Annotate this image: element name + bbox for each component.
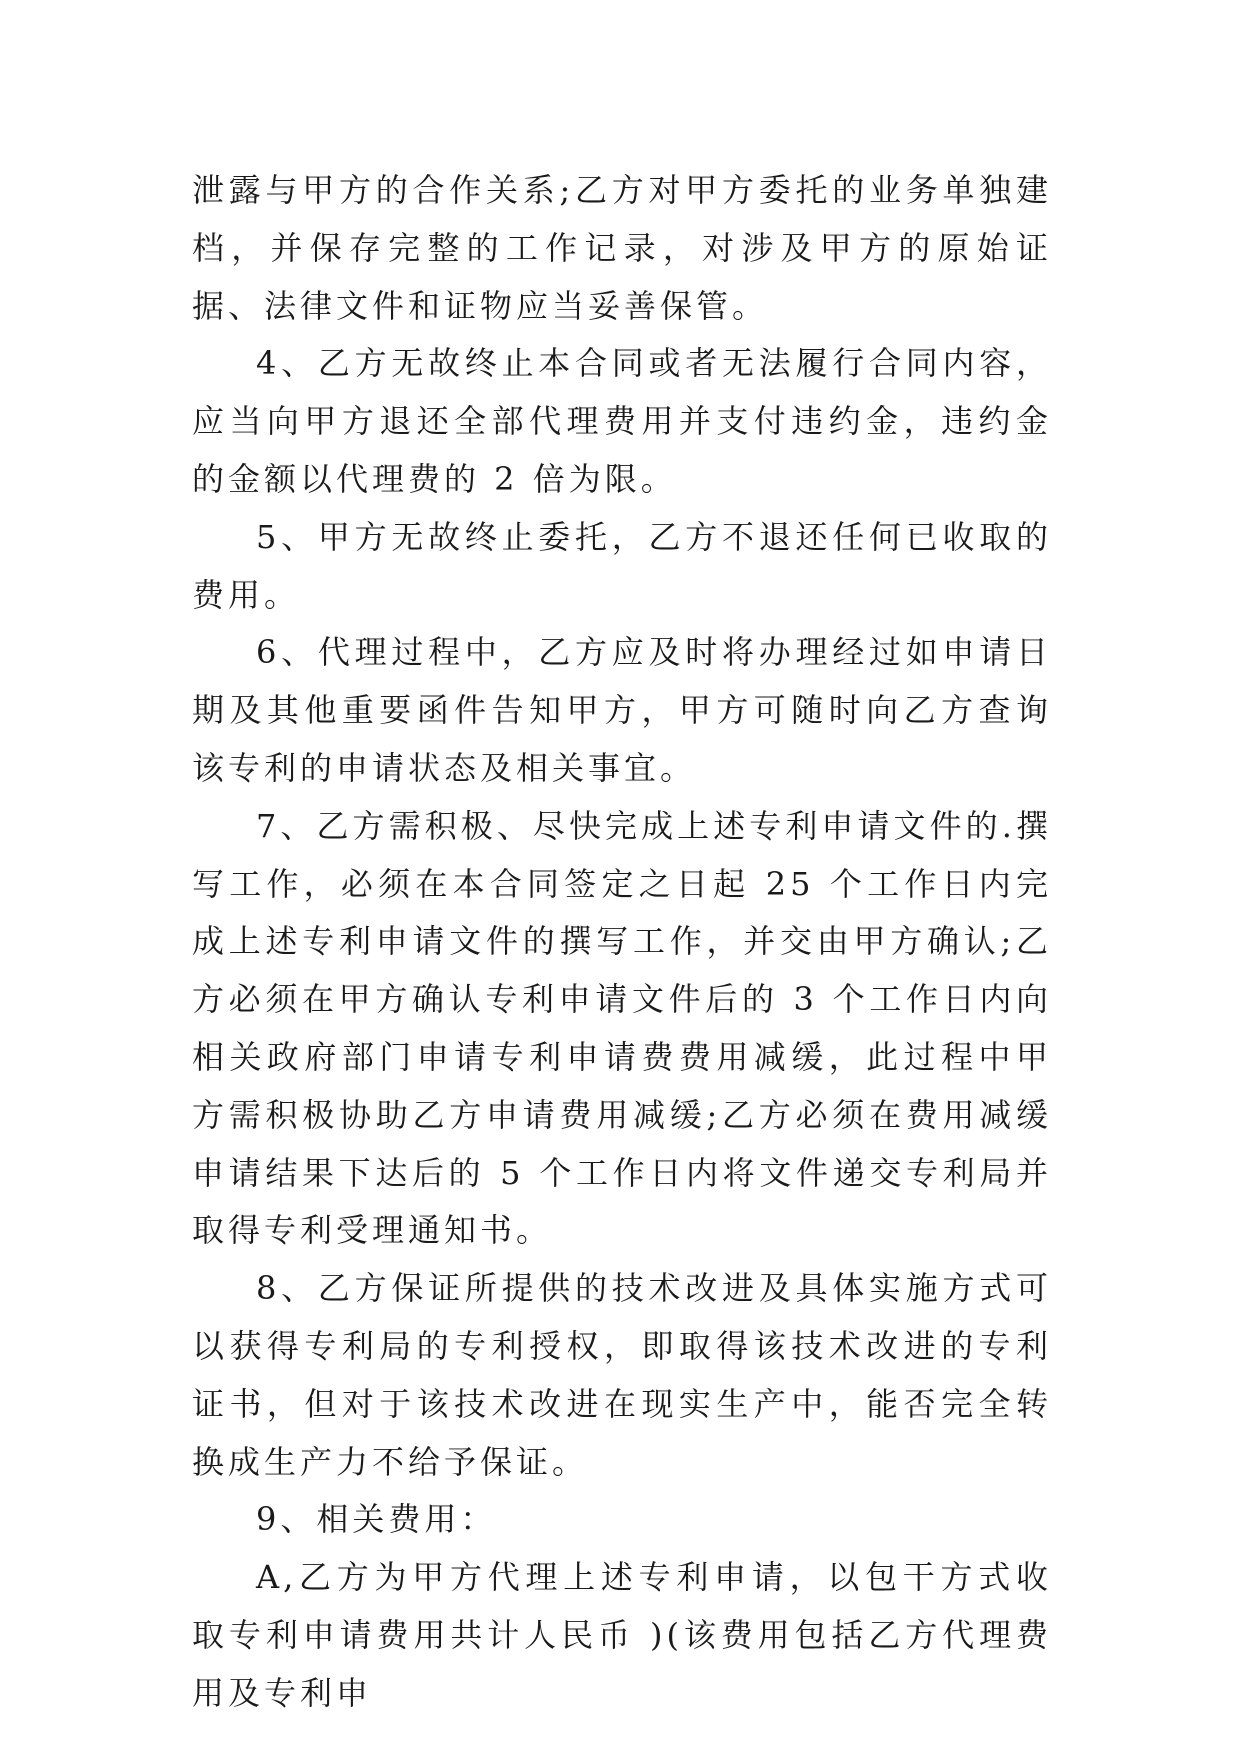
paragraph-clause-9-heading: 9、相关费用： [256,1500,497,1539]
paragraph-clause-6: 6、代理过程中，乙方应及时将办理经过如申请日期及其他重要函件告知甲方，甲方可随时向乙方查询该专利的申请状态及相关事宜。 [192,633,1052,787]
paragraph-clause-8: 8、乙方保证所提供的技术改进及具体实施方式可以获得专利局的专利授权，即取得该技术改进的专利证书，但对于该技术改进在现实生产中，能否完全转换成生产力不给予保证。 [192,1269,1052,1481]
paragraph-confidentiality-continued: 泄露与甲方的合作关系;乙方对甲方委托的业务单独建档，并保存完整的工作记录，对涉及甲方的原始证据、法律文件和证物应当妥善保管。 [192,171,1052,325]
document-body [192,162,1052,1723]
paragraph-clause-5: 5、甲方无故终止委托，乙方不退还任何已收取的费用。 [192,517,1052,614]
paragraph-clause-7: 7、乙方需积极、尽快完成上述专利申请文件的.撰写工作，必须在本合同签定之日起 25 个工作日内完成上述专利申请文件的撰写工作，并交由甲方确认;乙方必须在甲方确认专利申请文件后的 3 个工作日内向相关政府部门申请专利申请费费用减缓，此过程中甲方需积极协助乙方申请费用减缓;乙方必须在费用减缓申请结果下达后的 5 个工作日内将文件递交专利局并取得专利受理通知书。 [192,806,1052,1250]
paragraph-clause-9a: A,乙方为甲方代理上述专利申请，以包干方式收取专利申请费用共计人民币 )(该费用包括乙方代理费用及专利申 [192,1558,1052,1712]
paragraph-clause-4: 4、乙方无故终止本合同或者无法履行合同内容，应当向甲方退还全部代理费用并支付违约金，违约金的金额以代理费的 2 倍为限。 [192,344,1052,498]
